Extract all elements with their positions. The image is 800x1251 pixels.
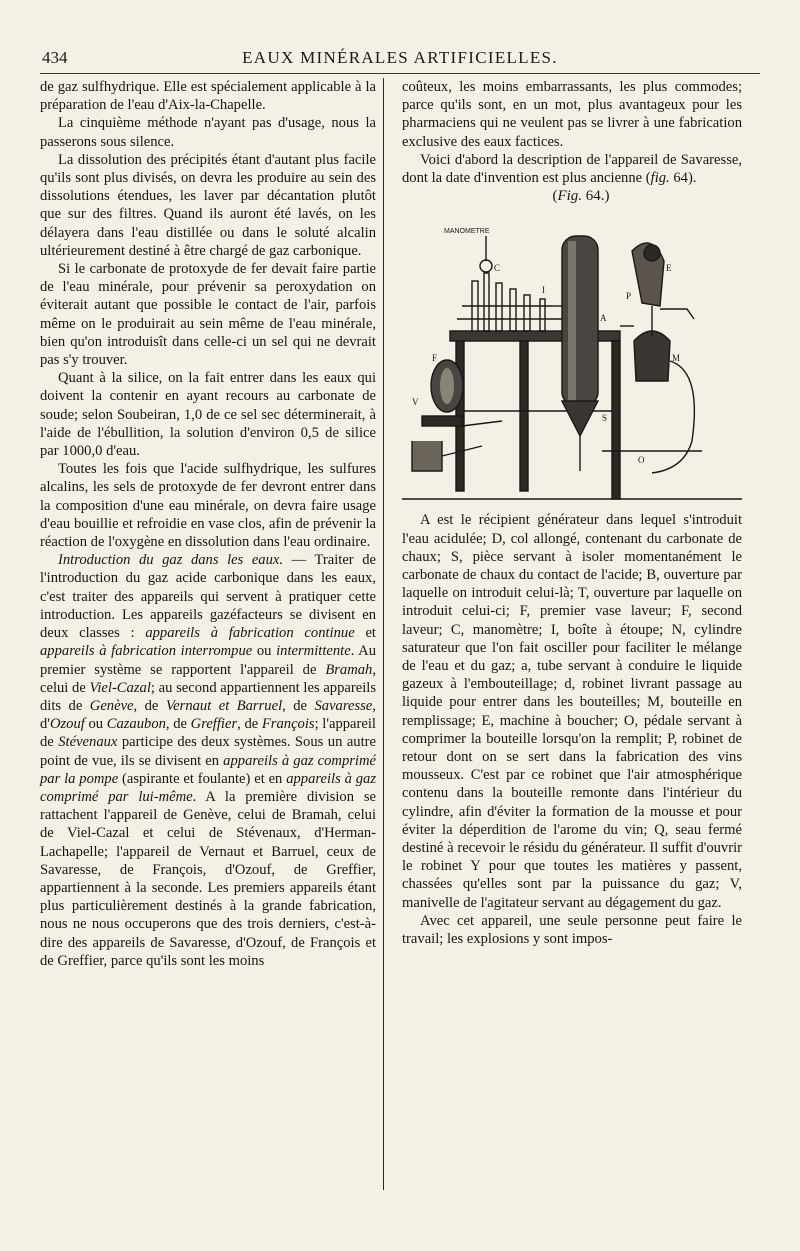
text-run: , celui de bbox=[40, 661, 376, 696]
figure-letter: P bbox=[626, 291, 632, 302]
text-run: . Au premier système se rapportent l'appareil de bbox=[40, 643, 376, 678]
paragraph: Toutes les fois que l'acide sulfhydrique, les sulfures alcalins, les sels de protoxyde de fer devront entrer dans la composition d'une eau minérale, on devra faire usage d'eau bouillie et refroidie en vase clos, afin de prévenir la réaction de l'oxygène en dissolution dans l'eau ordinaire. bbox=[40, 461, 376, 551]
italic-run: intermittente bbox=[276, 643, 351, 660]
text-run: , de bbox=[165, 716, 191, 733]
paragraph: Si le carbonate de protoxyde de fer devait faire partie de l'eau minérale, pour prévenir sa peroxydation on éviterait autant que possible le contact de l'air, parfois même on le produirait au sein même de l'eau minérale, bien qu'on introduisît dans celle-ci un sel qui ne devrait pas s'y trouver. bbox=[40, 261, 376, 369]
text-run: — Traiter de l'introduction du gaz acide carbonique dans les eaux, c'est traiter des appareils qui servent à pratiquer cette introduction. Les appareils gazéfacteurs se divisent en deux classes : bbox=[40, 552, 376, 642]
figure-letter: S bbox=[602, 413, 608, 424]
italic-run: Cazaubon bbox=[106, 716, 166, 733]
italic-run: Viel-Cazal bbox=[89, 679, 151, 696]
figure-letter: E bbox=[666, 263, 672, 274]
italic-run: François bbox=[261, 716, 315, 733]
running-head: EAUX MINÉRALES ARTIFICIELLES. bbox=[242, 48, 558, 67]
paragraph: Avec cet appareil, une seule personne peut faire le travail; les explosions y sont impos- bbox=[402, 912, 742, 948]
italic-run: Fig. bbox=[557, 188, 583, 205]
text-run: et bbox=[354, 625, 376, 642]
text-run: , de bbox=[133, 697, 166, 714]
page-header bbox=[40, 44, 760, 70]
text-run: ( bbox=[552, 188, 558, 205]
text-run: ou bbox=[84, 716, 107, 733]
column-divider bbox=[383, 78, 384, 1190]
manometer-columns bbox=[457, 236, 562, 331]
figure-label-manometre: MANOMETRE bbox=[444, 228, 490, 236]
figure-caption bbox=[402, 187, 742, 205]
text-run: (aspirante et foulante) et en bbox=[118, 770, 287, 787]
italic-run: Genève bbox=[89, 697, 134, 714]
generator-cylinder bbox=[552, 236, 598, 471]
italic-run: Ozouf bbox=[49, 716, 85, 733]
paragraph-introduction-gaz bbox=[40, 551, 376, 970]
italic-run: Greffier bbox=[190, 716, 238, 733]
text-run: Voici d'abord la description de l'appareil de Savaresse, dont la date d'invention est plus ancienne ( bbox=[402, 151, 742, 187]
page-number: 434 bbox=[42, 48, 68, 67]
figure-letter: M bbox=[672, 353, 681, 364]
text-run: . A la première division se rattachent l'appareil de Genève, celui de Bramah, celui de Viel-Cazal et celui de Stévenaux, d'Herman-Lachapelle; l'appareil de Vernaut et Barruel, ceux de Savaresse, de François, d'Ozouf, de Greffier, appartiennent à la seconde. Les premiers appareils étant plus particulièrement destinés à la grande fabrication, nous ne nous occuperons que des trois derniers, c'est-à-dire des appareils de Savaresse, d'Ozouf, de François et de Greffier, parce qu'ils sont les moins bbox=[40, 788, 376, 969]
text-run: 64). bbox=[669, 170, 697, 187]
text-run: , d' bbox=[40, 697, 376, 733]
savaresse-apparatus-figure bbox=[402, 211, 742, 503]
section-heading: Introduction du gaz dans les eaux. bbox=[58, 552, 284, 569]
text-run: ; au second appartiennent les appareils dits de bbox=[40, 679, 376, 714]
text-run: participe des deux systèmes. Sous un autre point de vue, ils se divisent en bbox=[40, 734, 376, 769]
table-leg-right bbox=[612, 341, 620, 499]
italic-run: appareils à fabrication interrompue bbox=[40, 643, 253, 660]
text-run: ; l'appareil de bbox=[40, 716, 376, 751]
paragraph: coûteux, les moins embarrassants, les plus commodes; parce qu'ils sont, en un mot, plus avantageux pour les pharmaciens qui ne veulent pas se livrer à une fabrication exclusive des eaux factices. bbox=[402, 79, 742, 150]
figure-letter: A bbox=[600, 313, 607, 324]
text-run: , de bbox=[237, 716, 262, 733]
paragraph: Quant à la silice, on la fait entrer dans les eaux qui doivent la contenir en ayant recours au carbonate de soude; selon Soubeiran, 1,0 de ce sel sec déterminerait, à l'aide de l'ébullition, la solution d'environ 0,5 de silice par 1000,0 d'eau. bbox=[40, 370, 376, 460]
italic-run: appareils à fabrication continue bbox=[145, 625, 355, 642]
left-column bbox=[40, 78, 376, 970]
paragraph: La dissolution des précipités étant d'autant plus facile qu'ils sont plus divisés, on devra les produire au sein des dissolutions étendues, les laver par décantation plutôt que sur des filtres. Quand ils auront été lavés, on les délayera dans l'eau distillée ou dans le soluté alcalin ultérieurement destiné à être chargé de gaz carbonique. bbox=[40, 151, 376, 259]
figure-letter: C bbox=[494, 263, 501, 274]
italic-run: Stévenaux bbox=[58, 734, 118, 751]
header-rule bbox=[40, 73, 760, 74]
italic-run: appareils à gaz comprimé par la pompe bbox=[40, 752, 377, 787]
paragraph: La cinquième méthode n'ayant pas d'usage, nous la passerons sous silence. bbox=[40, 115, 376, 150]
figure-letter: F bbox=[432, 353, 438, 364]
italic-run: Vernaut et Barruel bbox=[165, 697, 283, 714]
italic-run: Bramah bbox=[325, 661, 373, 678]
figure-letter: O bbox=[638, 455, 645, 466]
paragraph-figure-legend: A est le récipient générateur dans lequel s'introduit l'eau acidulée; D, col allongé, contenant du carbonate de chaux; S, pièce servant à isoler momentanément le carbonate de chaux du contact de l'acide; B, ouverture par laquelle on introduit celui-là; T, ouverture par laquelle on introduit celui-ci; F, premier vase laveur; F, second laveur; C, manomètre; I, boîte à étoupe; N, cylindre saturateur que l'on fait osciller pour faciliter le mélange de l'eau et du gaz; a, tube servant à conduire le liquide gazeux à l'embouteillage; d, robinet livrant passage au liquide pour entrer dans les bouteilles; M, bouteille en remplissage; E, machine à boucher; O, pédale servant à comprimer la bouteille lorsqu'on la remplit; P, robinet de retour dont on se sert dans la fabrication des vins mousseux. C'est par ce robinet que l'air atmosphérique contenu dans la bouteille remonte dans l'intérieur du cylindre, afin d'éviter la formation de la mousse et pour éviter la déperdition de l'arome du vin; Q, seau fermé destiné à recevoir le résidu du générateur. Il suffit d'ouvrir le robinet Y pour que toutes les matières y passent, chassées qu'elles sont par la puissance du gaz; V, manivelle de l'agitateur servant au dégagement du gaz. bbox=[402, 512, 742, 911]
table-leg-middle bbox=[520, 341, 528, 491]
italic-run: appareils à gaz comprimé par lui-même bbox=[40, 770, 376, 805]
text-run: , de bbox=[282, 697, 315, 714]
text-run: ou bbox=[252, 643, 277, 660]
paragraph: de gaz sulfhydrique. Elle est spécialement applicable à la préparation de l'eau d'Aix-la-Chapelle. bbox=[40, 79, 376, 114]
figure-letter: I bbox=[542, 285, 545, 296]
italic-run: fig. bbox=[650, 170, 670, 187]
right-column bbox=[402, 78, 742, 948]
text-run: 64.) bbox=[582, 188, 610, 205]
paragraph bbox=[402, 151, 742, 187]
italic-run: Savaresse bbox=[314, 697, 373, 714]
figure-letter: V bbox=[412, 397, 419, 408]
